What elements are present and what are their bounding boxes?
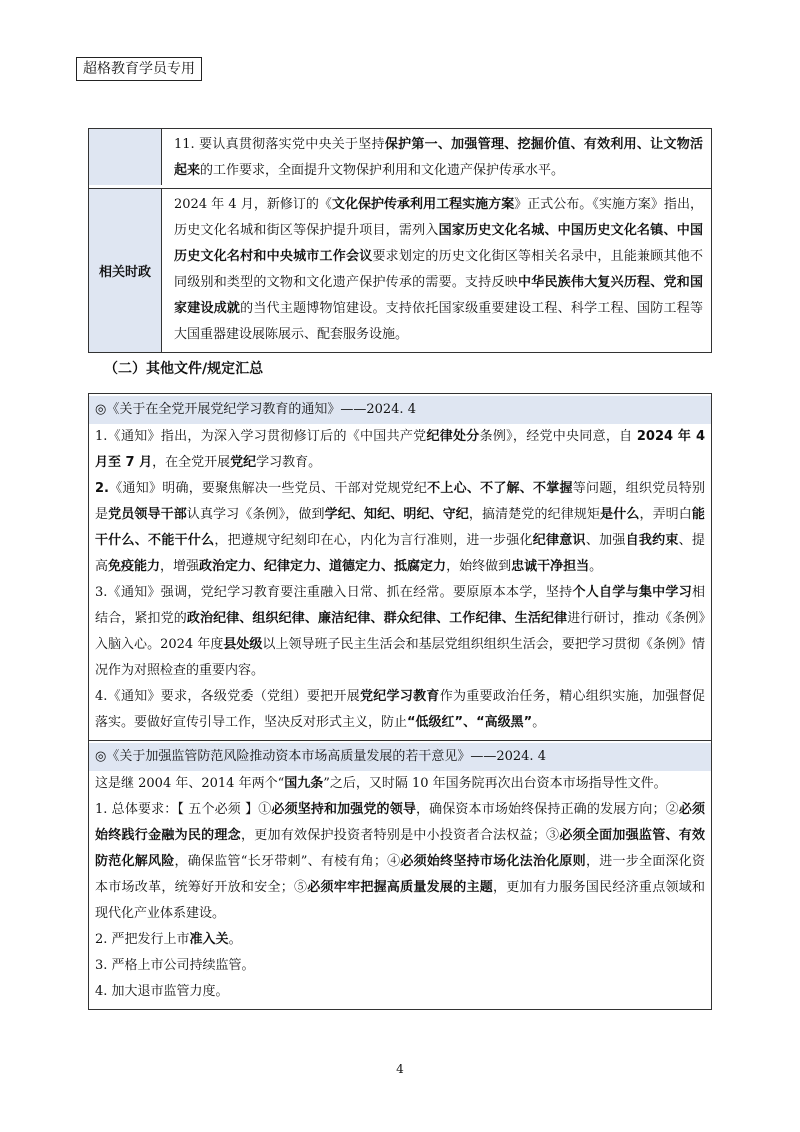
emphasis-text: 2024 年 4 月至 7 月 <box>95 429 705 470</box>
emphasis-text: 中华民族伟大复兴历程、党和国家建设成就 <box>174 275 703 316</box>
emphasis-text: 学纪、知纪、明纪、守纪 <box>324 507 469 522</box>
text-run: ，更加有效保护投资者特别是中小投资者合法权益；③ <box>240 828 560 843</box>
emphasis-text: 必须全面加强监管、有效防范化解风险 <box>95 828 705 869</box>
emphasis-text: 忠诚干净担当 <box>511 559 590 574</box>
emphasis-text: 必须始终坚持市场化法治化原则 <box>400 854 586 869</box>
emphasis-text: 政治定力、纪律定力、道德定力、抵腐定力 <box>199 559 447 574</box>
emphasis-text: 国九条 <box>284 776 324 791</box>
watermark-badge: 超格教育学员专用 <box>76 57 202 81</box>
text-run: ，更加有力服务国民经济重点领域和现代化产业体系建设。 <box>95 880 705 921</box>
text-run: ，确保监管“长牙带刺”、有棱有角；④ <box>174 854 401 869</box>
text-run: 、提高 <box>95 533 705 574</box>
text-run: 以上领导班子民主生活会和基层党组织组织生活会，要把学习贯彻《条例》情况作为对照检查的重要内容。 <box>95 637 705 678</box>
text-run: 的工作要求，全面提升文物保护利用和文化遗产保护传承水平。 <box>200 163 565 178</box>
emphasis-text: 纪律意识 <box>532 533 586 548</box>
text-run: ，确保资本市场始终保持正确的发展方向；② <box>415 802 679 817</box>
emphasis-text: 党纪 <box>230 455 257 470</box>
emphasis-text: 准入关 <box>189 932 229 947</box>
emphasis-text: 个人自学与集中学习 <box>572 585 692 600</box>
text-run: 学习教育。 <box>256 455 322 470</box>
document-block <box>89 394 711 740</box>
paragraph <box>95 476 705 580</box>
row-label: 相关时政 <box>89 189 162 352</box>
text-run: 》正式公布。《实施方案》指出，历史文化名城和街区等保护提升项目，需列入 <box>174 197 703 238</box>
paragraph <box>95 953 705 979</box>
text-run: 1. 总体要求：【 五个必须 】① <box>95 802 272 817</box>
emphasis-text: 是什么 <box>600 507 640 522</box>
row-text <box>162 129 711 188</box>
text-run: ，始终做到 <box>446 559 512 574</box>
text-run: 认真学习《条例》，做到 <box>186 507 325 522</box>
page-number: 4 <box>396 1062 404 1076</box>
emphasis-text: 自我约束 <box>625 533 679 548</box>
document-block <box>89 740 711 1009</box>
emphasis-text: 国家历史文化名城、中国历史文化名镇、中国历史文化名村和中央城市工作会议 <box>174 223 703 264</box>
text-run: 。 <box>589 559 603 574</box>
section-title: （二）其他文件/规定汇总 <box>104 361 264 377</box>
emphasis-text: 党员领导干部 <box>108 507 187 522</box>
emphasis-text: 文化保护传承利用工程实施方案 <box>331 197 515 212</box>
text-run: 。 <box>532 715 546 730</box>
block-heading: ◎《关于加强监管防范风险推动资本市场高质量发展的若干意见》——2024. 4 <box>89 743 711 771</box>
emphasis-text: 不上心、不了解、不掌握 <box>427 481 573 496</box>
text-run: 3. 严格上市公司持续监管。 <box>95 958 255 973</box>
text-run: 《通知》明确，要聚焦解决一些党员、干部对党规党纪 <box>108 481 428 496</box>
text-run: 4.《通知》要求，各级党委（党组）要把开展 <box>95 689 360 704</box>
summary-box <box>88 393 712 1010</box>
emphasis-text: 免疫能力 <box>108 559 161 574</box>
text-run: 等问题，组织党员特别是 <box>95 481 705 522</box>
paragraph <box>95 797 705 927</box>
emphasis-text: 保护第一、加强管理、挖掘价值、有效利用、让文物活起来 <box>174 137 703 178</box>
text-run: 2024 年 4 月，新修订的《 <box>174 197 332 212</box>
text-run: 相结合，紧扣党的 <box>95 585 705 626</box>
paragraph <box>95 927 705 953</box>
text-run: 要求划定的历史文化街区等相关名录中，且能兼顾其他不同级别和类型的文物和文化遗产保护传承的需要。支持反映 <box>174 249 703 290</box>
emphasis-text: 县处级 <box>223 637 263 652</box>
emphasis-text: 必须牢牢把握高质量发展的主题 <box>307 880 493 895</box>
row-label-empty <box>89 129 162 185</box>
text-run: 的当代主题博物馆建设。支持依托国家级重要建设工程、科学工程、国防工程等大国重器建设展陈展示、配套服务设施。 <box>174 301 703 342</box>
paragraph <box>95 979 705 1005</box>
paragraph <box>95 771 705 797</box>
emphasis-text: “低级红”、“高级黑” <box>407 715 533 730</box>
text-run: ，进一步全面深化资本市场改革，统筹好开放和安全；⑤ <box>95 854 705 895</box>
text-run: 这是继 2004 年、2014 年两个“ <box>95 776 285 791</box>
emphasis-text: 能干什么、不能干什么 <box>95 507 705 548</box>
text-run: 进行研讨，推动《条例》入脑入心。2024 年度 <box>95 611 705 652</box>
text-run: ，把遵规守纪刻印在心，内化为言行准则，进一步强化 <box>214 533 533 548</box>
text-run: 11. 要认真贯彻落实党中央关于坚持 <box>174 137 385 152</box>
emphasis-text: 纪律处分 <box>426 429 480 444</box>
paragraph <box>95 580 705 684</box>
text-run: 条例》，经党中央同意，自 <box>479 429 637 444</box>
table-row <box>89 129 711 188</box>
text-run: ，增强 <box>160 559 200 574</box>
text-run: 3.《通知》强调，党纪学习教育要注重融入日常、抓在经常。要原原本本学，坚持 <box>95 585 573 600</box>
row-text <box>162 189 711 352</box>
emphasis-text: 必须始终践行金融为民的理念 <box>95 802 705 843</box>
policy-table <box>88 128 712 353</box>
text-run: 4. 加大退市监管力度。 <box>95 984 229 999</box>
text-run: 1.《通知》指出，为深入学习贯彻修订后的《中国共产党 <box>95 429 427 444</box>
text-run: ，搞清楚党的纪律规矩 <box>468 507 601 522</box>
block-heading: ◎《关于在全党开展党纪学习教育的通知》——2024. 4 <box>89 396 711 424</box>
emphasis-text: 党纪学习教育 <box>360 689 440 704</box>
emphasis-text: 政治纪律、组织纪律、廉洁纪律、群众纪律、工作纪律、生活纪律 <box>186 611 568 626</box>
text-run: 、加强 <box>585 533 626 548</box>
emphasis-text: 2. <box>95 481 109 496</box>
text-run: 2. 严把发行上市 <box>95 932 190 947</box>
table-row <box>89 188 711 352</box>
text-run: ，在全党开展 <box>152 455 231 470</box>
text-run: 。 <box>228 932 242 947</box>
text-run: ，弄明白 <box>639 507 692 522</box>
paragraph <box>95 424 705 476</box>
emphasis-text: 必须坚持和加强党的领导 <box>271 802 416 817</box>
paragraph <box>95 684 705 736</box>
text-run: 作为重要政治任务，精心组织实施，加强督促落实。要做好宣传引导工作，坚决反对形式主义，防止 <box>95 689 705 730</box>
text-run: ”之后，又时隔 10 年国务院再次出台资本市场指导性文件。 <box>323 776 667 791</box>
